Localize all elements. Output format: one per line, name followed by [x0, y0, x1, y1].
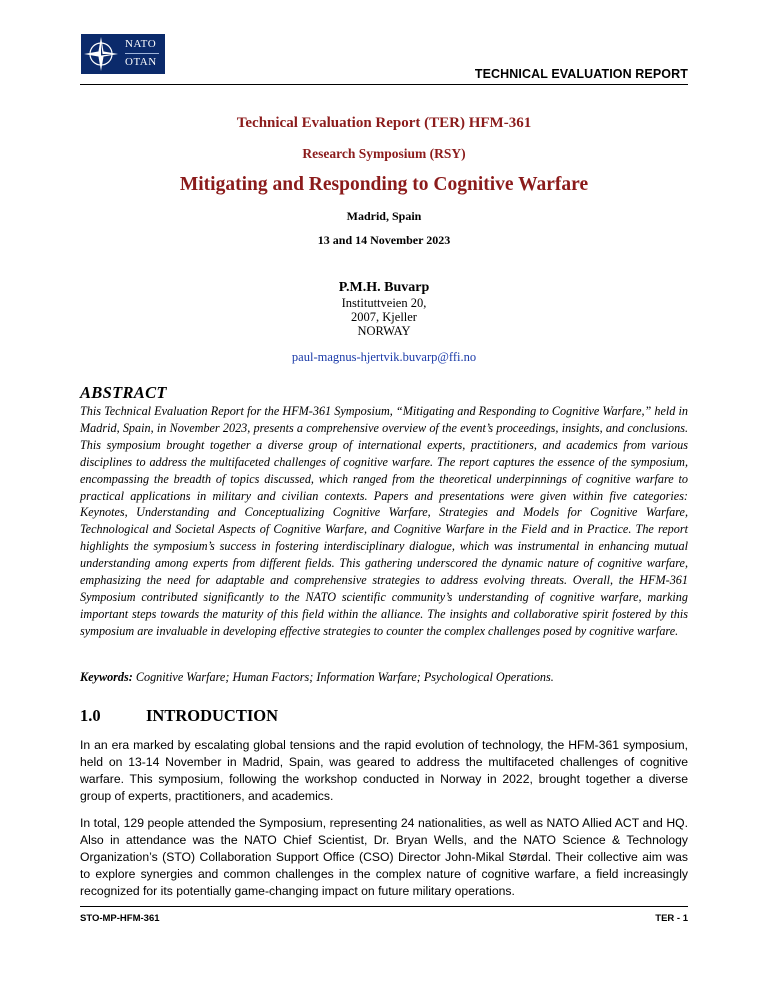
footer-divider: [80, 906, 688, 907]
logo-divider: [125, 53, 159, 54]
author-name: P.M.H. Buvarp: [338, 280, 430, 295]
logo-text-otan: OTAN: [125, 56, 157, 68]
ter-title: Technical Evaluation Report (TER) HFM-361: [236, 115, 532, 131]
author-address-line2: 2007, Kjeller: [351, 310, 417, 324]
author-address-line1: Instituttveien 20,: [341, 296, 427, 310]
logo-text-nato: NATO: [125, 38, 157, 50]
abstract-heading: ABSTRACT: [80, 383, 167, 402]
header-divider: [80, 84, 688, 85]
keywords: [80, 670, 688, 685]
keywords-value: Cognitive Warfare; Human Factors; Information Warfare; Psychological Operations.: [132, 670, 554, 684]
introduction-paragraph-2: In total, 129 people attended the Symposium, representing 24 nationalities, as well as NATO Allied ACT and HQ. Also in attendance was the NATO Chief Scientist, Dr. Bryan Wells, and the NATO Science & Technology Organization’s (STO) Collaboration Support Office (CSO) Director John-Mikal Størdal. Their collective aim was to explore synergies and common challenges in the complex nature of cognitive warfare, a field increasingly recognized for its potentially game-changing impact on future military operations.: [80, 816, 688, 898]
event-type: Research Symposium (RSY): [302, 146, 466, 161]
nato-logo: [81, 34, 165, 74]
section-title: INTRODUCTION: [146, 706, 279, 725]
abstract-body: This Technical Evaluation Report for the HFM-361 Symposium, “Mitigating and Responding to Cognitive Warfare,” held in Madrid, Spain, in November 2023, presents a comprehensive overview of the event’s proceedings, insights, and conclusions. This symposium brought together a diverse group of international experts, practitioners, and academics from various disciplines to address the multifaceted challenges of cognitive warfare. The report captures the essence of the symposium, encompassing the breadth of topics discussed, which ranged from the theoretical underpinnings of cognitive warfare to practical applications in military and civilian contexts. Papers and presentations were given within five categories: Keynotes, Understanding and Conceptualizing Cognitive Warfare, Strategies and Models for Cognitive Warfare, Technological and Societal Aspects of Cognitive Warfare, and Cognitive Warfare in the Field and in Practice. The report highlights the symposium’s success in fostering interdisciplinary dialogue, which was instrumental in enhancing mutual understanding among experts from different fields. This gathering underscored the dynamic nature of cognitive warfare, emphasizing the need for adaptable and comprehensive strategies to address evolving threats. Overall, the HFM-361 Symposium contributed significantly to the NATO scientific community’s understanding of cognitive warfare, marking important steps towards the maturity of this field within the alliance. The insights and collaborative spirit fostered by this symposium are invaluable in developing effective strategies to counter the complex challenges posed by cognitive warfare.: [80, 404, 688, 638]
event-dates: 13 and 14 November 2023: [317, 233, 451, 247]
section-heading-introduction: [80, 706, 278, 726]
keywords-label: Keywords:: [80, 670, 133, 684]
footer-doc-id: STO-MP-HFM-361: [80, 913, 160, 924]
report-type-header: TECHNICAL EVALUATION REPORT: [474, 67, 688, 81]
main-title: Mitigating and Responding to Cognitive Warfare: [179, 174, 589, 195]
event-location: Madrid, Spain: [346, 209, 422, 223]
section-number: 1.0: [80, 706, 101, 725]
nato-compass-icon: [81, 34, 121, 74]
introduction-paragraph-1: In an era marked by escalating global tensions and the rapid evolution of technology, the HFM-361 symposium, held on 13-14 November in Madrid, Spain, was geared to address the multifaceted challenges of cognitive warfare. This symposium, following the workshop conducted in Norway in 2022, brought together a diverse group of experts, practitioners, and academics.: [80, 738, 688, 803]
author-address-line3: NORWAY: [357, 324, 411, 338]
footer-page-number: TER - 1: [655, 913, 688, 924]
author-email-link[interactable]: paul-magnus-hjertvik.buvarp@ffi.no: [291, 350, 477, 364]
